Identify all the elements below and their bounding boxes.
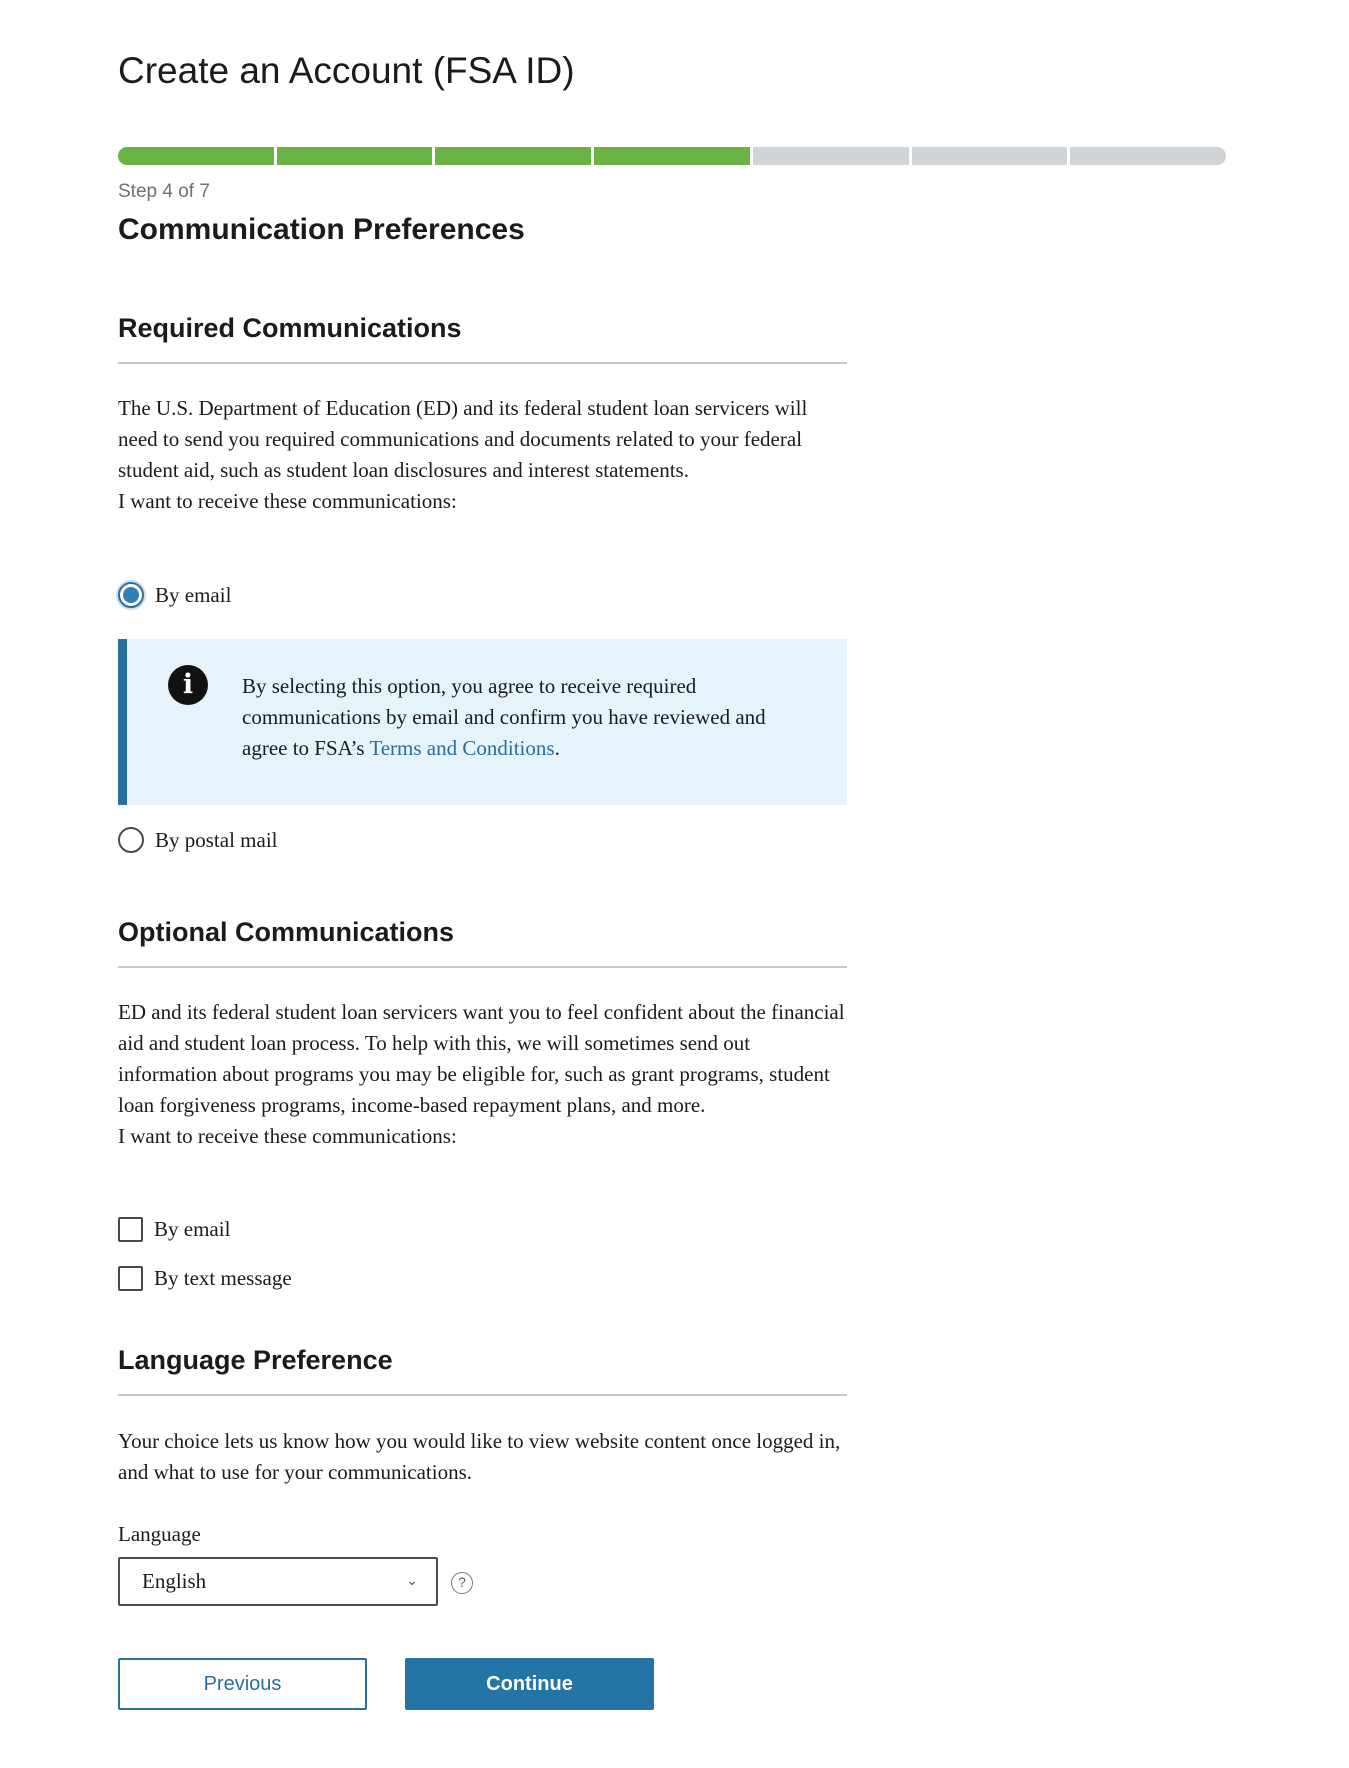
required-heading: Required Communications (118, 313, 847, 364)
required-email-radio[interactable] (118, 582, 144, 608)
optional-text-checkbox-option[interactable] (118, 1266, 292, 1291)
required-description: The U.S. Department of Education (ED) and its federal student loan servicers will need to send you required communications and documents related to your federal student aid, such as student loan disclosures and interest statements. (118, 396, 808, 482)
progress-segment-5 (753, 147, 909, 165)
language-description-block (118, 1426, 847, 1488)
language-section (118, 1345, 847, 1396)
language-select-value: English (142, 1569, 207, 1593)
language-label: Language (118, 1522, 201, 1546)
language-select[interactable] (118, 1557, 438, 1606)
optional-email-checkbox-option[interactable] (118, 1217, 230, 1242)
optional-heading: Optional Communications (118, 917, 847, 968)
progress-segment-6 (912, 147, 1068, 165)
required-postal-label: By postal mail (155, 827, 278, 852)
required-email-radio-option[interactable] (118, 582, 231, 608)
page-title: Create an Account (FSA ID) (118, 50, 575, 91)
progress-segment-2 (277, 147, 433, 165)
previous-button[interactable]: Previous (118, 1658, 367, 1710)
progress-segment-3 (435, 147, 591, 165)
step-title: Communication Preferences (118, 213, 525, 246)
continue-button[interactable]: Continue (405, 1658, 654, 1710)
language-heading: Language Preference (118, 1345, 847, 1396)
optional-section (118, 917, 847, 968)
help-icon[interactable]: ? (451, 1572, 473, 1594)
optional-prompt: I want to receive these communications: (118, 1124, 457, 1148)
optional-description-block (118, 997, 847, 1152)
alert-text-end: . (554, 736, 560, 760)
email-agreement-alert (118, 639, 847, 805)
optional-text-label: By text message (154, 1266, 292, 1290)
optional-text-checkbox[interactable] (118, 1266, 143, 1291)
info-icon: i (168, 665, 208, 705)
alert-text (242, 671, 802, 764)
step-indicator: Step 4 of 7 (118, 181, 210, 202)
language-description: Your choice lets us know how you would like to view website content once logged in, and what to use for your communications. (118, 1429, 841, 1484)
progress-segment-1 (118, 147, 274, 165)
required-prompt: I want to receive these communications: (118, 489, 457, 513)
progress-bar (118, 147, 1226, 165)
required-postal-radio[interactable] (118, 827, 144, 853)
required-email-label: By email (155, 582, 232, 607)
optional-email-checkbox[interactable] (118, 1217, 143, 1242)
required-section (118, 313, 847, 364)
required-postal-radio-option[interactable] (118, 827, 278, 853)
required-description-block (118, 393, 847, 517)
optional-description: ED and its federal student loan servicers want you to feel confident about the financial aid and student loan process. To help with this, we will sometimes send out information about programs you may be eligible for, such as grant programs, student loan forgiveness programs, income-based repayment plans, and more. (118, 1000, 845, 1117)
optional-email-label: By email (154, 1217, 231, 1241)
progress-segment-4 (594, 147, 750, 165)
progress-segment-7 (1070, 147, 1226, 165)
alert-text-body: By selecting this option, you agree to receive required communications by email and confirm you have reviewed and agree to FSA’s (242, 674, 766, 760)
terms-and-conditions-link[interactable]: Terms and Conditions (369, 736, 555, 760)
chevron-down-icon: ⌄ (406, 1573, 418, 1589)
